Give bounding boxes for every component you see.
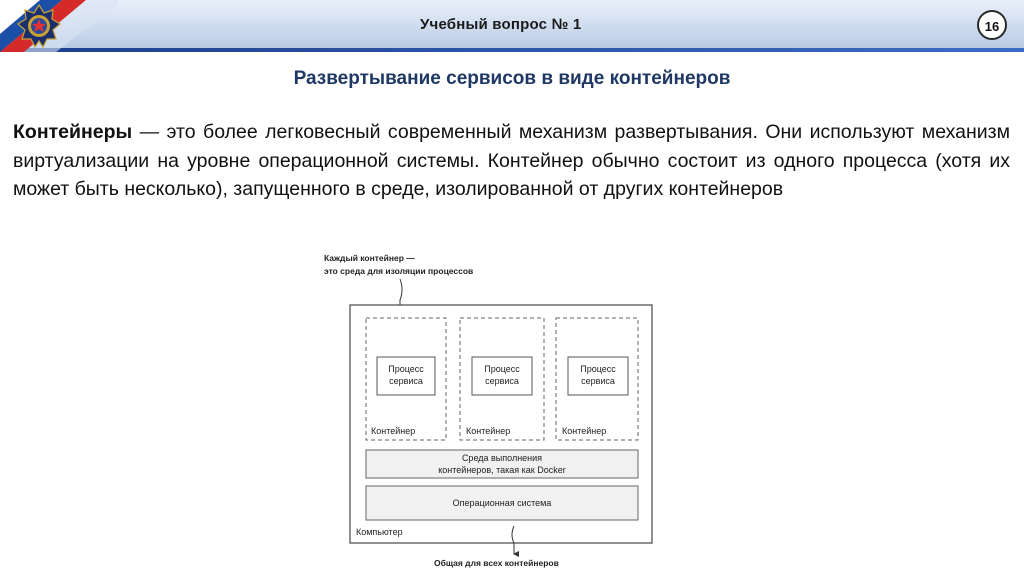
page-number-badge: 16 bbox=[977, 10, 1007, 40]
header-divider bbox=[0, 48, 1024, 52]
os-box bbox=[366, 486, 638, 520]
computer-label: Компьютер bbox=[356, 527, 403, 537]
os-label: Операционная система bbox=[452, 498, 552, 508]
process-line1: Процесс bbox=[580, 364, 616, 374]
bottom-callout: Общая для всех контейнеров bbox=[434, 558, 559, 568]
runtime-box bbox=[366, 450, 638, 478]
top-callout-line1: Каждый контейнер — bbox=[324, 253, 415, 263]
container-diagram bbox=[300, 250, 680, 572]
runtime-line2: контейнеров, такая как Docker bbox=[438, 465, 566, 475]
process-line2: сервиса bbox=[485, 376, 519, 386]
process-line2: сервиса bbox=[581, 376, 615, 386]
container-label: Контейнер bbox=[371, 426, 416, 436]
runtime-line1: Среда выполнения bbox=[461, 453, 543, 463]
process-line1: Процесс bbox=[484, 364, 520, 374]
definition-paragraph bbox=[13, 118, 1010, 204]
military-academy-emblem-icon bbox=[17, 4, 61, 48]
definition-text: — это более легковесный современный механизм развертывания. Они используют механизм виртуализации на уровне операционной системы. Контейнер обычно состоит из одного процесса (хотя их может быть несколько), запущенного в среде, изолированной от других контейнеров bbox=[13, 121, 1010, 200]
process-line2: сервиса bbox=[389, 376, 423, 386]
term-bold: Контейнеры bbox=[13, 121, 133, 143]
section-heading: Учебный вопрос № 1 bbox=[420, 16, 582, 33]
container-label: Контейнер bbox=[466, 426, 511, 436]
container-label: Контейнер bbox=[562, 426, 607, 436]
top-callout-line2: это среда для изоляции процессов bbox=[324, 266, 474, 276]
process-line1: Процесс bbox=[388, 364, 424, 374]
slide-title: Развертывание сервисов в виде контейнеров bbox=[293, 68, 731, 89]
